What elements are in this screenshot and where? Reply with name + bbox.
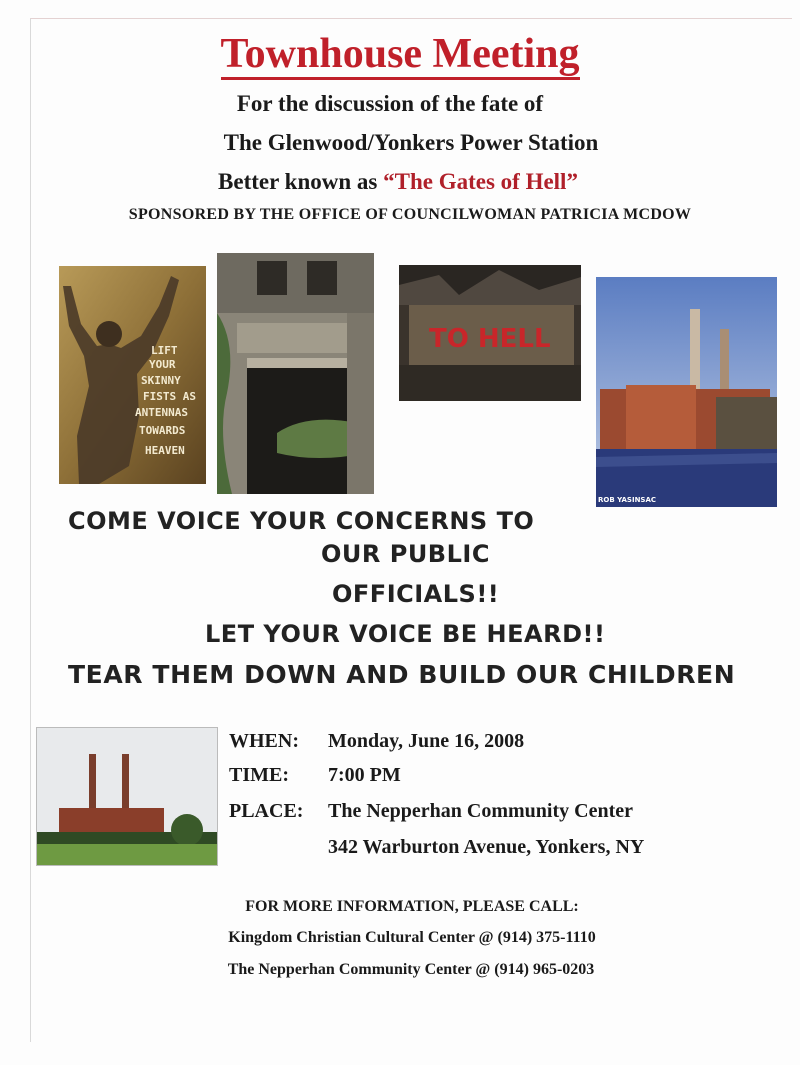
address-value: 342 Warburton Avenue, Yonkers, NY xyxy=(328,836,645,858)
graffiti-word: SKINNY xyxy=(141,374,181,387)
callout-line-2: OUR PUBLIC xyxy=(321,540,490,568)
when-value: Monday, June 16, 2008 xyxy=(328,730,525,752)
gates-of-hell-quote: “The Gates of Hell” xyxy=(383,169,578,194)
graffiti-word: HEAVEN xyxy=(145,444,185,457)
subtitle-line-2: The Glenwood/Yonkers Power Station xyxy=(223,130,599,155)
contact-line-2: The Nepperhan Community Center @ (914) 965-0203 xyxy=(227,961,595,978)
to-hell-graffiti-photo xyxy=(399,265,581,401)
graffiti-photo xyxy=(59,266,206,484)
power-station-lawn-photo xyxy=(36,727,218,866)
callout-line-1: COME VOICE YOUR CONCERNS TO xyxy=(68,507,535,535)
place-label: PLACE: xyxy=(229,800,304,822)
time-label: TIME: xyxy=(229,764,289,786)
graffiti-word: ANTENNAS xyxy=(135,406,188,419)
callout-line-5: TEAR THEM DOWN AND BUILD OUR CHILDREN xyxy=(68,660,736,689)
callout-line-4: LET YOUR VOICE BE HEARD!! xyxy=(205,620,606,648)
ruined-doorway-photo xyxy=(217,253,374,494)
when-label: WHEN: xyxy=(229,730,299,752)
time-value: 7:00 PM xyxy=(328,764,401,786)
place-value: The Nepperhan Community Center xyxy=(328,800,633,822)
subtitle-line-1: For the discussion of the fate of xyxy=(236,91,544,116)
graffiti-word: YOUR xyxy=(149,358,176,371)
power-station-water-photo xyxy=(596,277,777,507)
graffiti-word: TOWARDS xyxy=(139,424,186,437)
subtitle-line-3: Better known as “The Gates of Hell” xyxy=(218,169,578,194)
photo-credit: ROB YASINSAC xyxy=(598,496,657,504)
sponsor-line: SPONSORED BY THE OFFICE OF COUNCILWOMAN PATRICIA MCDOW xyxy=(128,206,692,223)
graffiti-word: FISTS AS xyxy=(143,390,196,403)
flyer-title: Townhouse Meeting xyxy=(0,30,800,78)
contact-line-1: Kingdom Christian Cultural Center @ (914) 375-1110 xyxy=(228,929,596,946)
sign-text: TO HELL xyxy=(429,324,551,354)
callout-line-3: OFFICIALS!! xyxy=(332,580,500,608)
contact-heading: FOR MORE INFORMATION, PLEASE CALL: xyxy=(245,898,579,915)
graffiti-word: LIFT xyxy=(151,344,178,357)
